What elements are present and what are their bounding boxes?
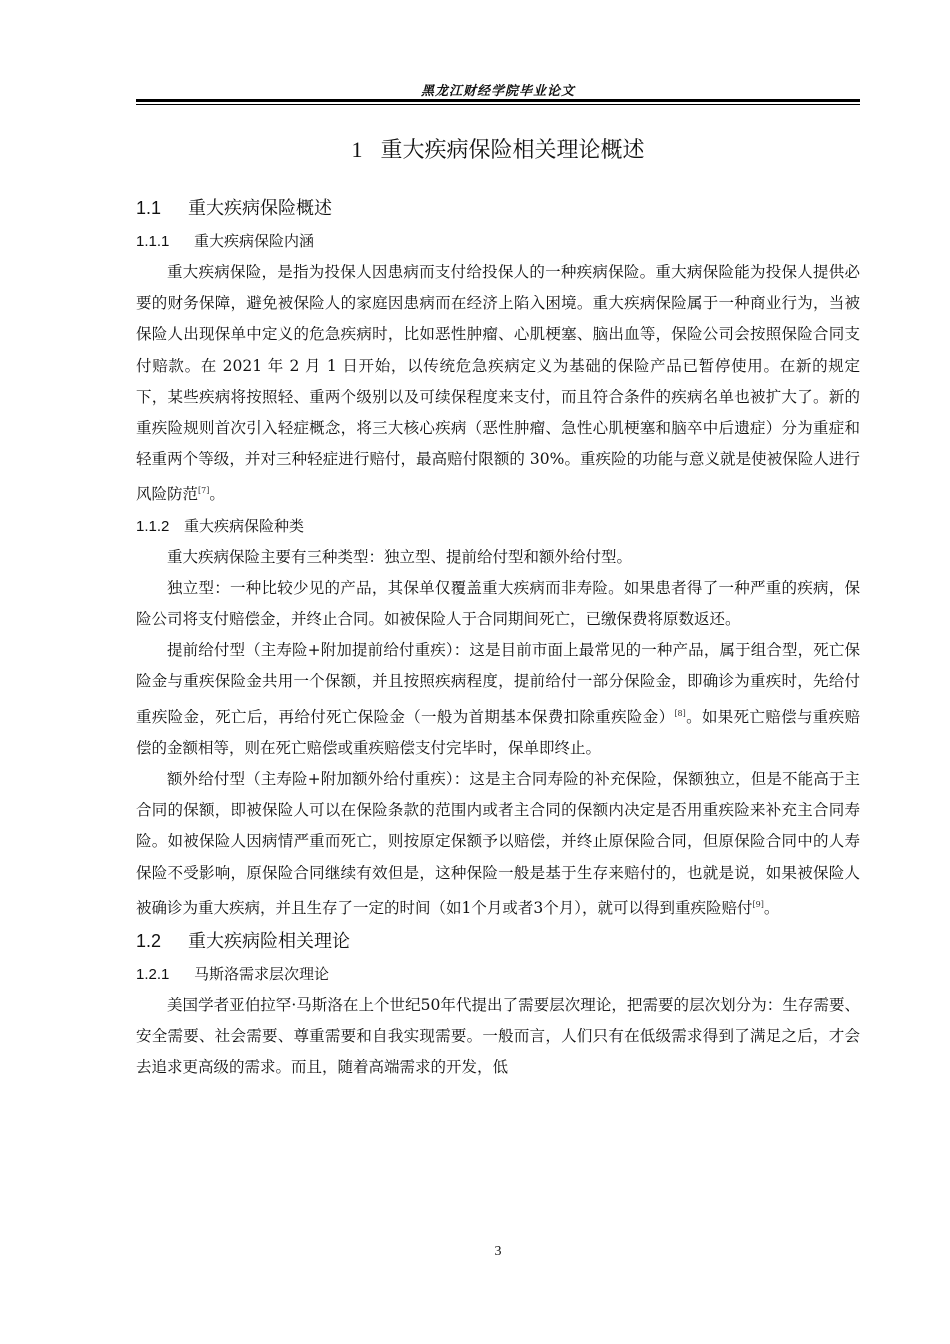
section-heading-1-1 — [136, 191, 860, 226]
subsection-number: 1.2.1 — [136, 966, 170, 984]
subsection-heading-1-1-2 — [136, 511, 860, 542]
section-title: 重大疾病保险概述 — [188, 198, 332, 219]
subsection-heading-1-2-1 — [136, 959, 860, 990]
subsection-title: 马斯洛需求层次理论 — [194, 965, 330, 984]
header-rule-thin — [136, 104, 860, 105]
citation-ref: [8] — [674, 708, 686, 718]
running-header: 黑龙江财经学院毕业论文 — [420, 84, 575, 99]
header-rule-thick — [136, 99, 860, 102]
paragraph: 美国学者亚伯拉罕·马斯洛在上个世纪50年代提出了需要层次理论，把需要的层次划分为：生存需要、安全需要、社会需要、尊重需要和自我实现需要。一般而言，人们只有在低级需求得到了满足之后，才会去追求更高级的需求。而且，随着高端需求的开发，低 — [136, 996, 860, 1077]
subsection-title: 重大疾病保险内涵 — [194, 232, 315, 250]
section-number: 1.2 — [136, 931, 162, 952]
subsection-heading-1-1-1 — [136, 226, 860, 257]
subsection-number: 1.1.1 — [136, 233, 170, 250]
page-number: 3 — [494, 1244, 502, 1259]
subsection-number: 1.1.2 — [136, 517, 170, 535]
subsection-title: 重大疾病保险种类 — [184, 516, 305, 535]
paragraph: 额外给付型（主寿险+附加额外给付重疾）：这是主合同寿险的补充保险，保额独立，但是不能高于主合同的保额，即被保险人可以在保险条款的范围内或者主合同的保额内决定是否用重疾险来补充主合同寿险。如被保险人因病情严重而死亡，则按原定保额予以赔偿，并终止原保险合同，但原保险合同中的人寿保险不受影响，原保险合同继续有效但是，这种保险一般是基于生存来赔付的，也就是说，如果被保险人被确诊为重大疾病，并且生存了一定的时间（如1个月或者3个月），就可以得到重疾险赔付[9]。 — [136, 770, 860, 917]
chapter-number: 1 — [351, 137, 363, 162]
section-number: 1.1 — [136, 198, 162, 218]
paragraph: 重大疾病保险，是指为投保人因患病而支付给投保人的一种疾病保险。重大病保险能为投保人提供必要的财务保障，避免被保险人的家庭因患病而在经济上陷入困境。重大疾病保险属于一种商业行为，当被保险人出现保单中定义的危急疾病时，比如恶性肿瘤、心肌梗塞、脑出血等，保险公司会按照保险合同支付赔款。在 2021 年 2 月 1 日开始，以传统危急疾病定义为基础的保险产品已暂停使用。在新的规定下，某些疾病将按照轻、重两个级别以及可续保程度来支付，而且符合条件的疾病名单也被扩大了。新的重疾险规则首次引入轻症概念，将三大核心疾病（恶性肿瘤、急性心肌梗塞和脑卒中后遗症）分为重症和轻重两个等级，并对三种轻症进行赔付，最高赔付限额的 30%。重疾险的功能与意义就是使被保险人进行风险防范[7]。 — [136, 263, 860, 504]
paragraph: 提前给付型（主寿险+附加提前给付重疾）：这是目前市面上最常见的一种产品，属于组合型，死亡保险金与重疾保险金共用一个保额，并且按照疾病程度，提前给付一部分保险金，即确诊为重疾时，先给付重疾险金，死亡后，再给付死亡保险金（一般为首期基本保费扣除重疾险金）[8]。如果死亡赔偿与重疾赔偿的金额相等，则在死亡赔偿或重疾赔偿支付完毕时，保单即终止。 — [136, 641, 860, 757]
section-heading-1-2 — [136, 924, 860, 959]
citation-ref: [9] — [752, 899, 764, 909]
citation-ref: [7] — [198, 486, 210, 496]
paragraph: 重大疾病保险主要有三种类型：独立型、提前给付型和额外给付型。 — [167, 547, 633, 566]
paragraph: 独立型：一种比较少见的产品，其保单仅覆盖重大疾病而非寿险。如果患者得了一种严重的疾病，保险公司将支付赔偿金，并终止合同。如被保险人于合同期间死亡，已缴保费将原数返还。 — [136, 578, 860, 629]
page-content — [136, 128, 860, 1084]
chapter-title-text: 重大疾病保险相关理论概述 — [380, 138, 645, 163]
section-title: 重大疾病险相关理论 — [188, 931, 350, 953]
chapter-title — [136, 128, 860, 173]
